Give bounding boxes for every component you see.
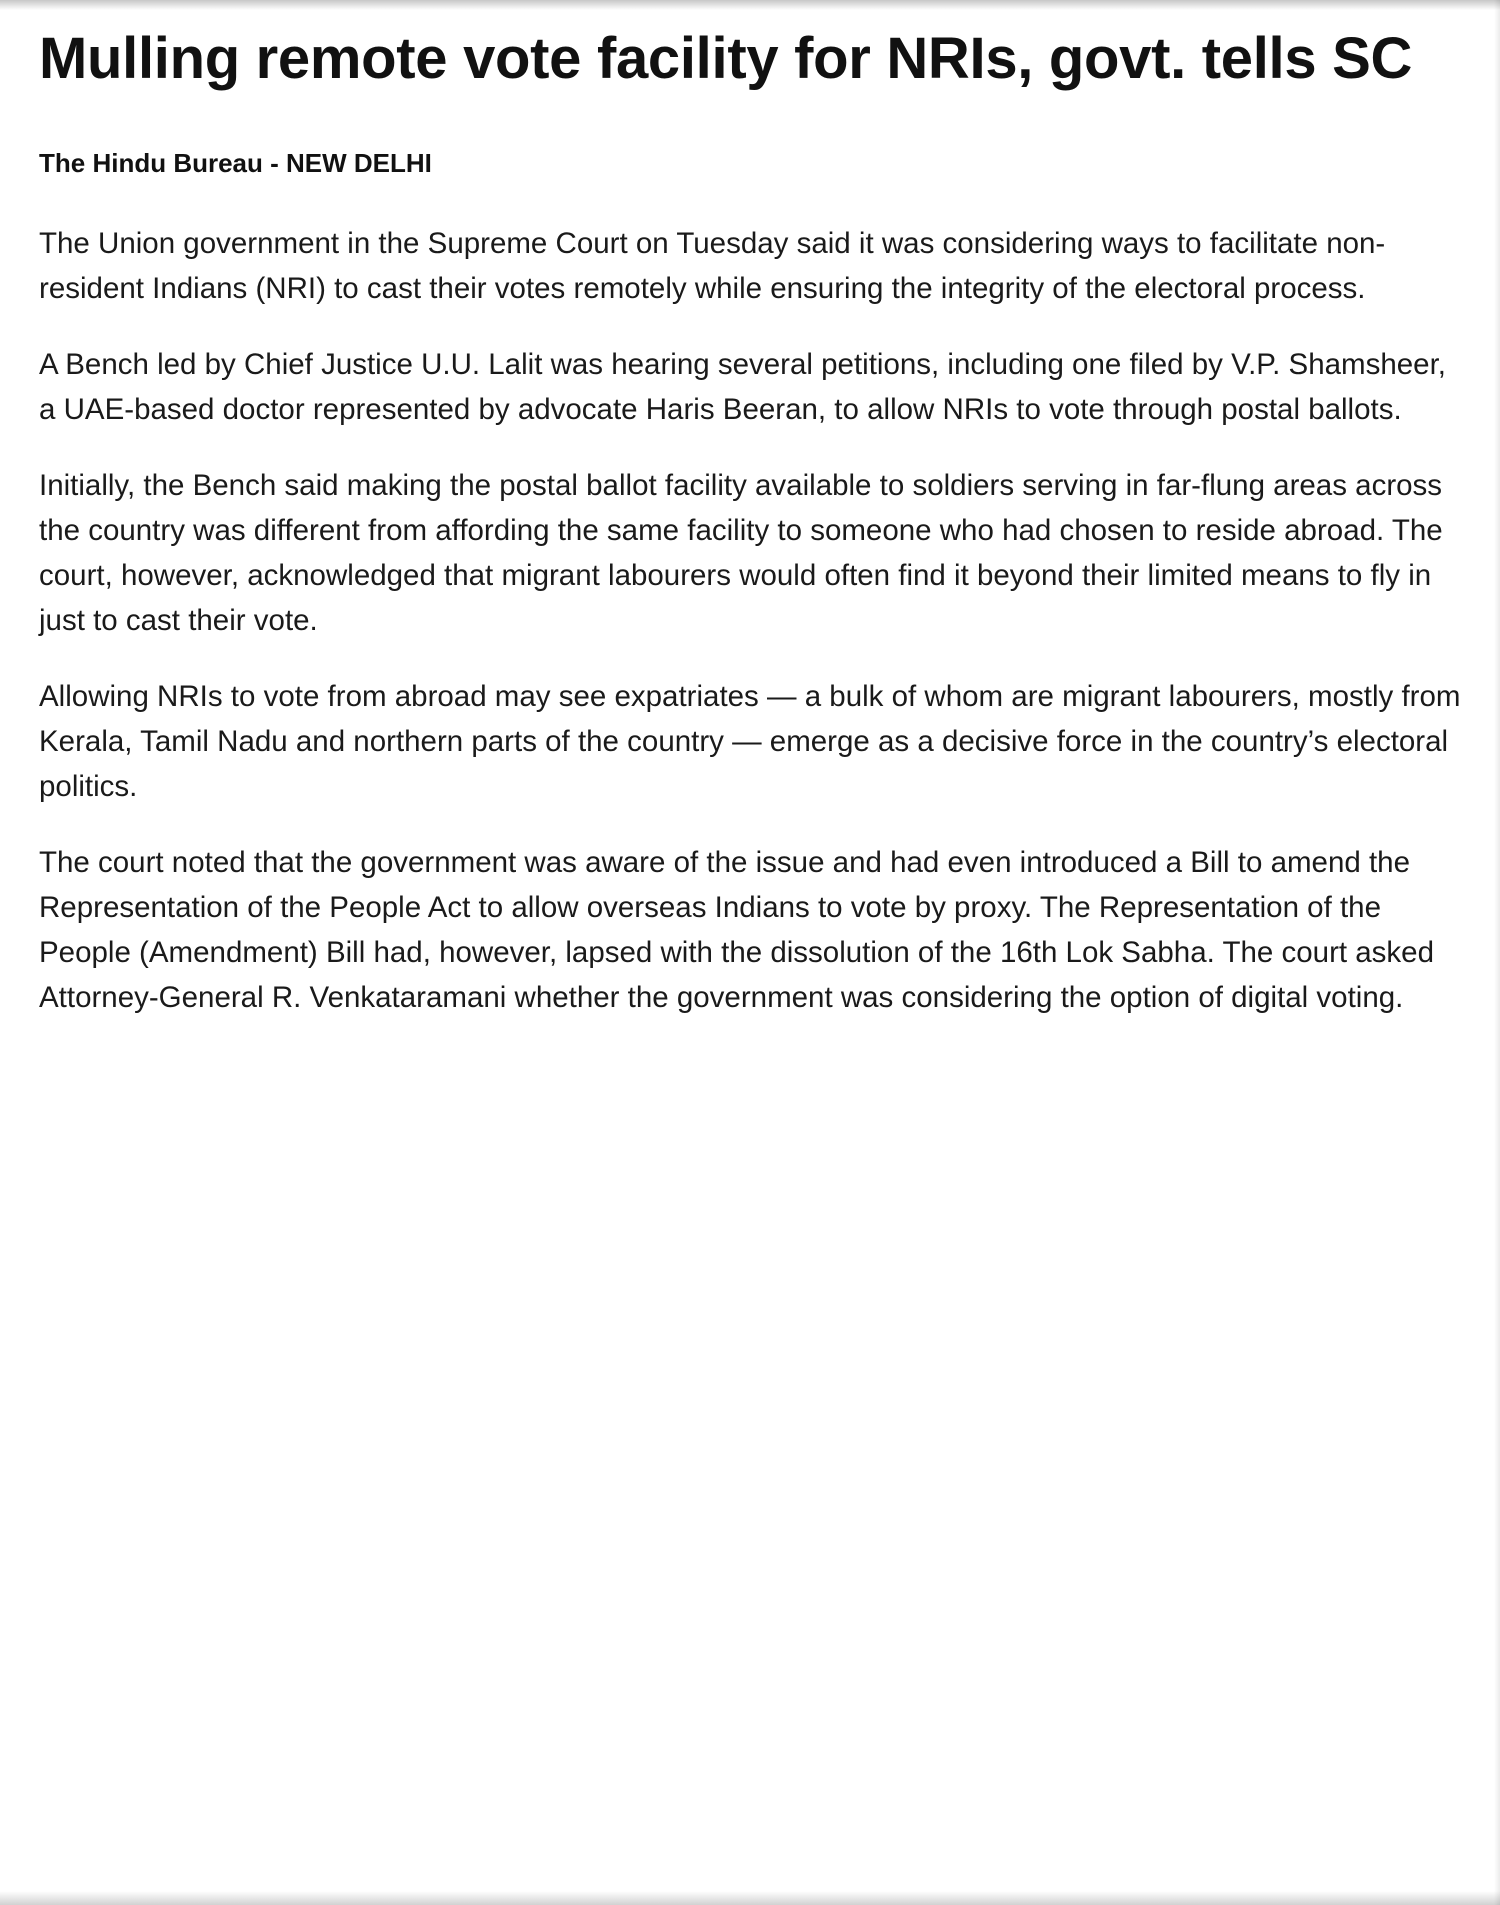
article-byline: The Hindu Bureau - NEW DELHI	[39, 148, 432, 178]
right-edge-shadow	[1494, 0, 1500, 1905]
article-paragraph: The court noted that the government was aware of the issue and had even introduced a Bill to amend the Representation of the People Act to allow overseas Indians to vote by proxy. The Representation of the People (Amendment) Bill had, however, lapsed with the dissolution of the 16th Lok Sabha. The court asked Attorney-General R. Venkataramani whether the government was considering the option of digital voting.	[39, 846, 1434, 1014]
top-edge-shadow	[0, 0, 1500, 10]
article-paragraph: Allowing NRIs to vote from abroad may see expatriates — a bulk of whom are migrant labourers, mostly from Kerala, Tamil Nadu and northern parts of the country — emerge as a decisive force in the country’s electoral politics.	[39, 680, 1461, 803]
bottom-edge-shadow	[0, 1891, 1500, 1905]
article-paragraph: The Union government in the Supreme Court on Tuesday said it was considering ways to facilitate non-resident Indians (NRI) to cast their votes remotely while ensuring the integrity of the electoral process.	[39, 227, 1386, 305]
article-headline: Mulling remote vote facility for NRIs, govt. tells SC	[39, 26, 1413, 91]
news-article	[39, 22, 1464, 1051]
article-paragraph: Initially, the Bench said making the postal ballot facility available to soldiers serving in far-flung areas across the country was different from affording the same facility to someone who had chosen to reside abroad. The court, however, acknowledged that migrant labourers would often find it beyond their limited means to fly in just to cast their vote.	[39, 469, 1443, 637]
article-paragraph: A Bench led by Chief Justice U.U. Lalit was hearing several petitions, including one filed by V.P. Shamsheer, a UAE-based doctor represented by advocate Haris Beeran, to allow NRIs to vote through postal ballots.	[39, 348, 1446, 426]
article-body	[39, 221, 1464, 1020]
